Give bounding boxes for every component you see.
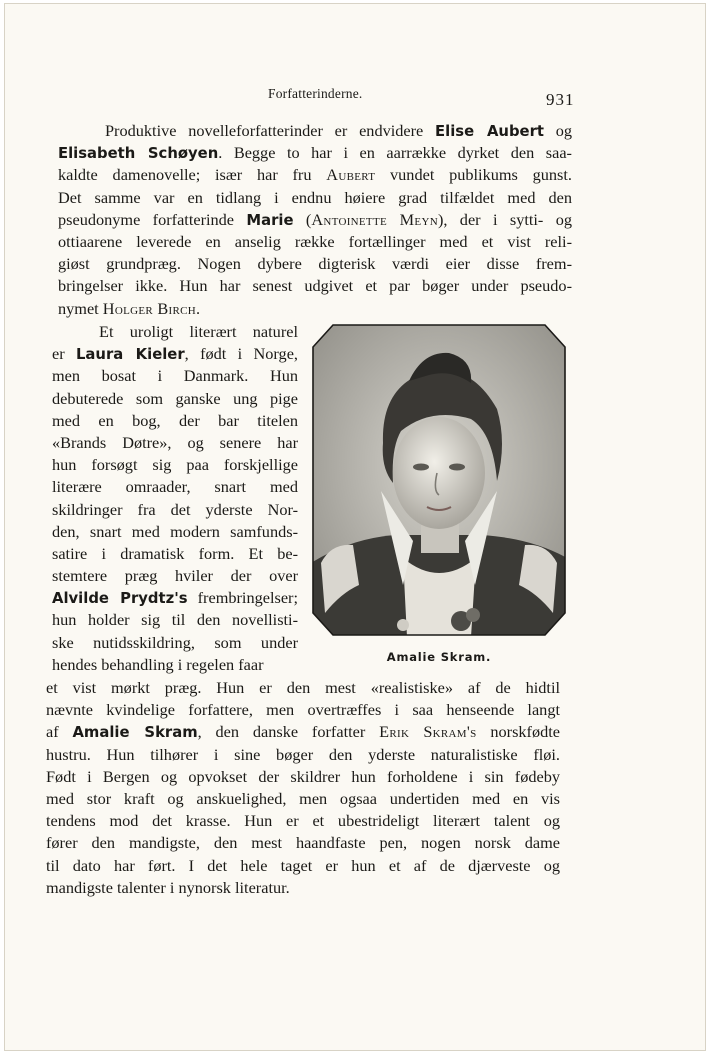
text-line <box>46 677 560 699</box>
text-line <box>52 609 298 631</box>
text-run: og <box>543 121 572 140</box>
text-line <box>46 721 560 743</box>
bold-name: Marie <box>246 211 294 229</box>
small-caps-name: Holger Birch <box>102 298 196 318</box>
text-line <box>52 388 298 410</box>
text-run: hustru. Hun tilhører i sine bøger den yderste naturalistiske fløi. <box>46 744 560 764</box>
text-run: Et uroligt literært naturel <box>99 322 298 341</box>
text-run: giøst grundpræg. Nogen dybere digterisk værdi eier disse frem- <box>58 254 572 274</box>
text-line <box>46 744 560 766</box>
text-run: , den danske forfatter <box>197 722 380 742</box>
running-title: Forfatterinderne. <box>268 86 363 101</box>
text-run: literære omraader, snart med <box>52 477 298 497</box>
text-line <box>52 432 298 454</box>
text-line <box>58 209 572 231</box>
text-line <box>58 298 572 320</box>
text-run: den, snart med modern samfunds- <box>52 521 298 541</box>
bold-name: Amalie Skram <box>72 724 198 742</box>
small-caps-name: Antoinette Meyn <box>311 209 438 229</box>
text-run: vundet publikums gunst. <box>375 165 572 185</box>
text-run: et vist mørkt præg. Hun er den mest «realistiske» af de hidtil <box>46 678 560 697</box>
text-line <box>58 275 572 297</box>
portrait-photo <box>311 323 567 637</box>
text-line <box>58 187 572 209</box>
text-run: skildringer fra det yderste Nor- <box>52 499 298 519</box>
bold-name: Elisabeth Schøyen <box>58 145 219 163</box>
text-run: hun forsøgt sig paa forskjellige <box>52 455 298 475</box>
text-run: Det samme var en tidlang i endnu høiere grad tilfældet med den <box>58 187 572 207</box>
text-run: kaldte damenovelle; især har fru <box>58 165 327 185</box>
text-run: med en bog, der bar titelen <box>52 410 298 430</box>
text-line <box>52 565 298 587</box>
bold-name: Laura Kieler <box>76 346 185 364</box>
text-line <box>58 253 572 275</box>
text-run: «Brands Døtre», og senere har <box>52 432 298 452</box>
text-run: debuterede som ganske ung pige <box>52 388 298 408</box>
text-run: . <box>196 298 201 318</box>
text-run: frembringelser; <box>187 588 298 608</box>
text-run: nymet <box>58 298 103 318</box>
text-run: ske nutidsskildring, som under <box>52 632 298 652</box>
text-line <box>52 454 298 476</box>
text-line <box>46 810 560 832</box>
text-line <box>46 832 560 854</box>
text-line <box>52 499 298 521</box>
small-caps-name: Erik Skram's <box>379 722 477 742</box>
text-line <box>52 632 298 654</box>
bold-name: Elise Aubert <box>435 123 544 140</box>
paragraph-1 <box>58 120 572 320</box>
text-run: med stor kraft og anskuelighed, men ogsaa undertiden med en vis <box>46 788 560 808</box>
text-run: bringelser ikke. Hun har senest udgivet et par bøger under pseudo- <box>58 276 572 296</box>
text-run: hendes behandling i regelen faar <box>52 654 264 674</box>
text-run: Produktive novelleforfatterinder er endvidere <box>105 121 436 140</box>
text-run: hun holder sig til den novellisti- <box>52 610 298 630</box>
text-line <box>52 321 298 343</box>
text-line <box>46 788 560 810</box>
portrait-figure <box>311 323 567 637</box>
text-run: ( <box>293 209 312 229</box>
text-line <box>52 476 298 498</box>
text-line <box>46 699 560 721</box>
text-run: satire i dramatisk form. Et be- <box>52 543 298 563</box>
text-run: pseudonyme forfatterinde <box>58 209 247 229</box>
text-run: til dato har ført. I det hele taget er hun et af de djærveste og <box>46 855 560 875</box>
paragraph-3 <box>46 677 560 899</box>
text-run: men bosat i Danmark. Hun <box>52 366 298 386</box>
text-line <box>58 142 572 164</box>
text-run: . Begge to har i en aarrække dyrket den saa- <box>218 143 572 163</box>
text-line <box>52 343 298 365</box>
page-number: 931 <box>546 90 575 109</box>
text-run: nævnte kvindelige forfattere, men overtræffes i saa henseende langt <box>46 700 560 720</box>
bold-name: Alvilde Prydtz's <box>52 590 188 608</box>
text-line <box>52 654 298 676</box>
text-run: er <box>52 344 76 364</box>
text-line <box>52 410 298 432</box>
small-caps-name: Aubert <box>326 165 376 185</box>
text-run: af <box>46 722 73 742</box>
text-run: ), der i sytti- og <box>437 209 572 229</box>
text-run: ottiaarene leverede en anselig række fortællinger med et vist reli- <box>58 231 572 251</box>
text-line <box>52 543 298 565</box>
text-line <box>58 120 572 142</box>
text-run: fører den mandigste, den mest haandfaste pen, nogen norsk dame <box>46 833 560 853</box>
text-line <box>46 766 560 788</box>
paragraph-2 <box>52 321 298 676</box>
text-line <box>58 164 572 186</box>
text-run: , født i Norge, <box>184 344 298 364</box>
text-line <box>52 587 298 609</box>
figure-caption: Amalie Skram. <box>386 650 492 664</box>
text-line <box>46 855 560 877</box>
text-line <box>52 521 298 543</box>
text-line <box>52 365 298 387</box>
text-line <box>46 877 560 899</box>
text-run: Født i Bergen og opvokset der skildrer hun forholdene i sin fødeby <box>46 766 560 786</box>
text-run: norskfødte <box>476 722 560 742</box>
text-run: mandigste talenter i nynorsk literatur. <box>46 877 290 897</box>
text-run: stemtere præg hviler der over <box>52 566 298 586</box>
text-run: tendens mod det krasse. Hun er et ubestrideligt literært talent og <box>46 811 560 831</box>
text-line <box>58 231 572 253</box>
